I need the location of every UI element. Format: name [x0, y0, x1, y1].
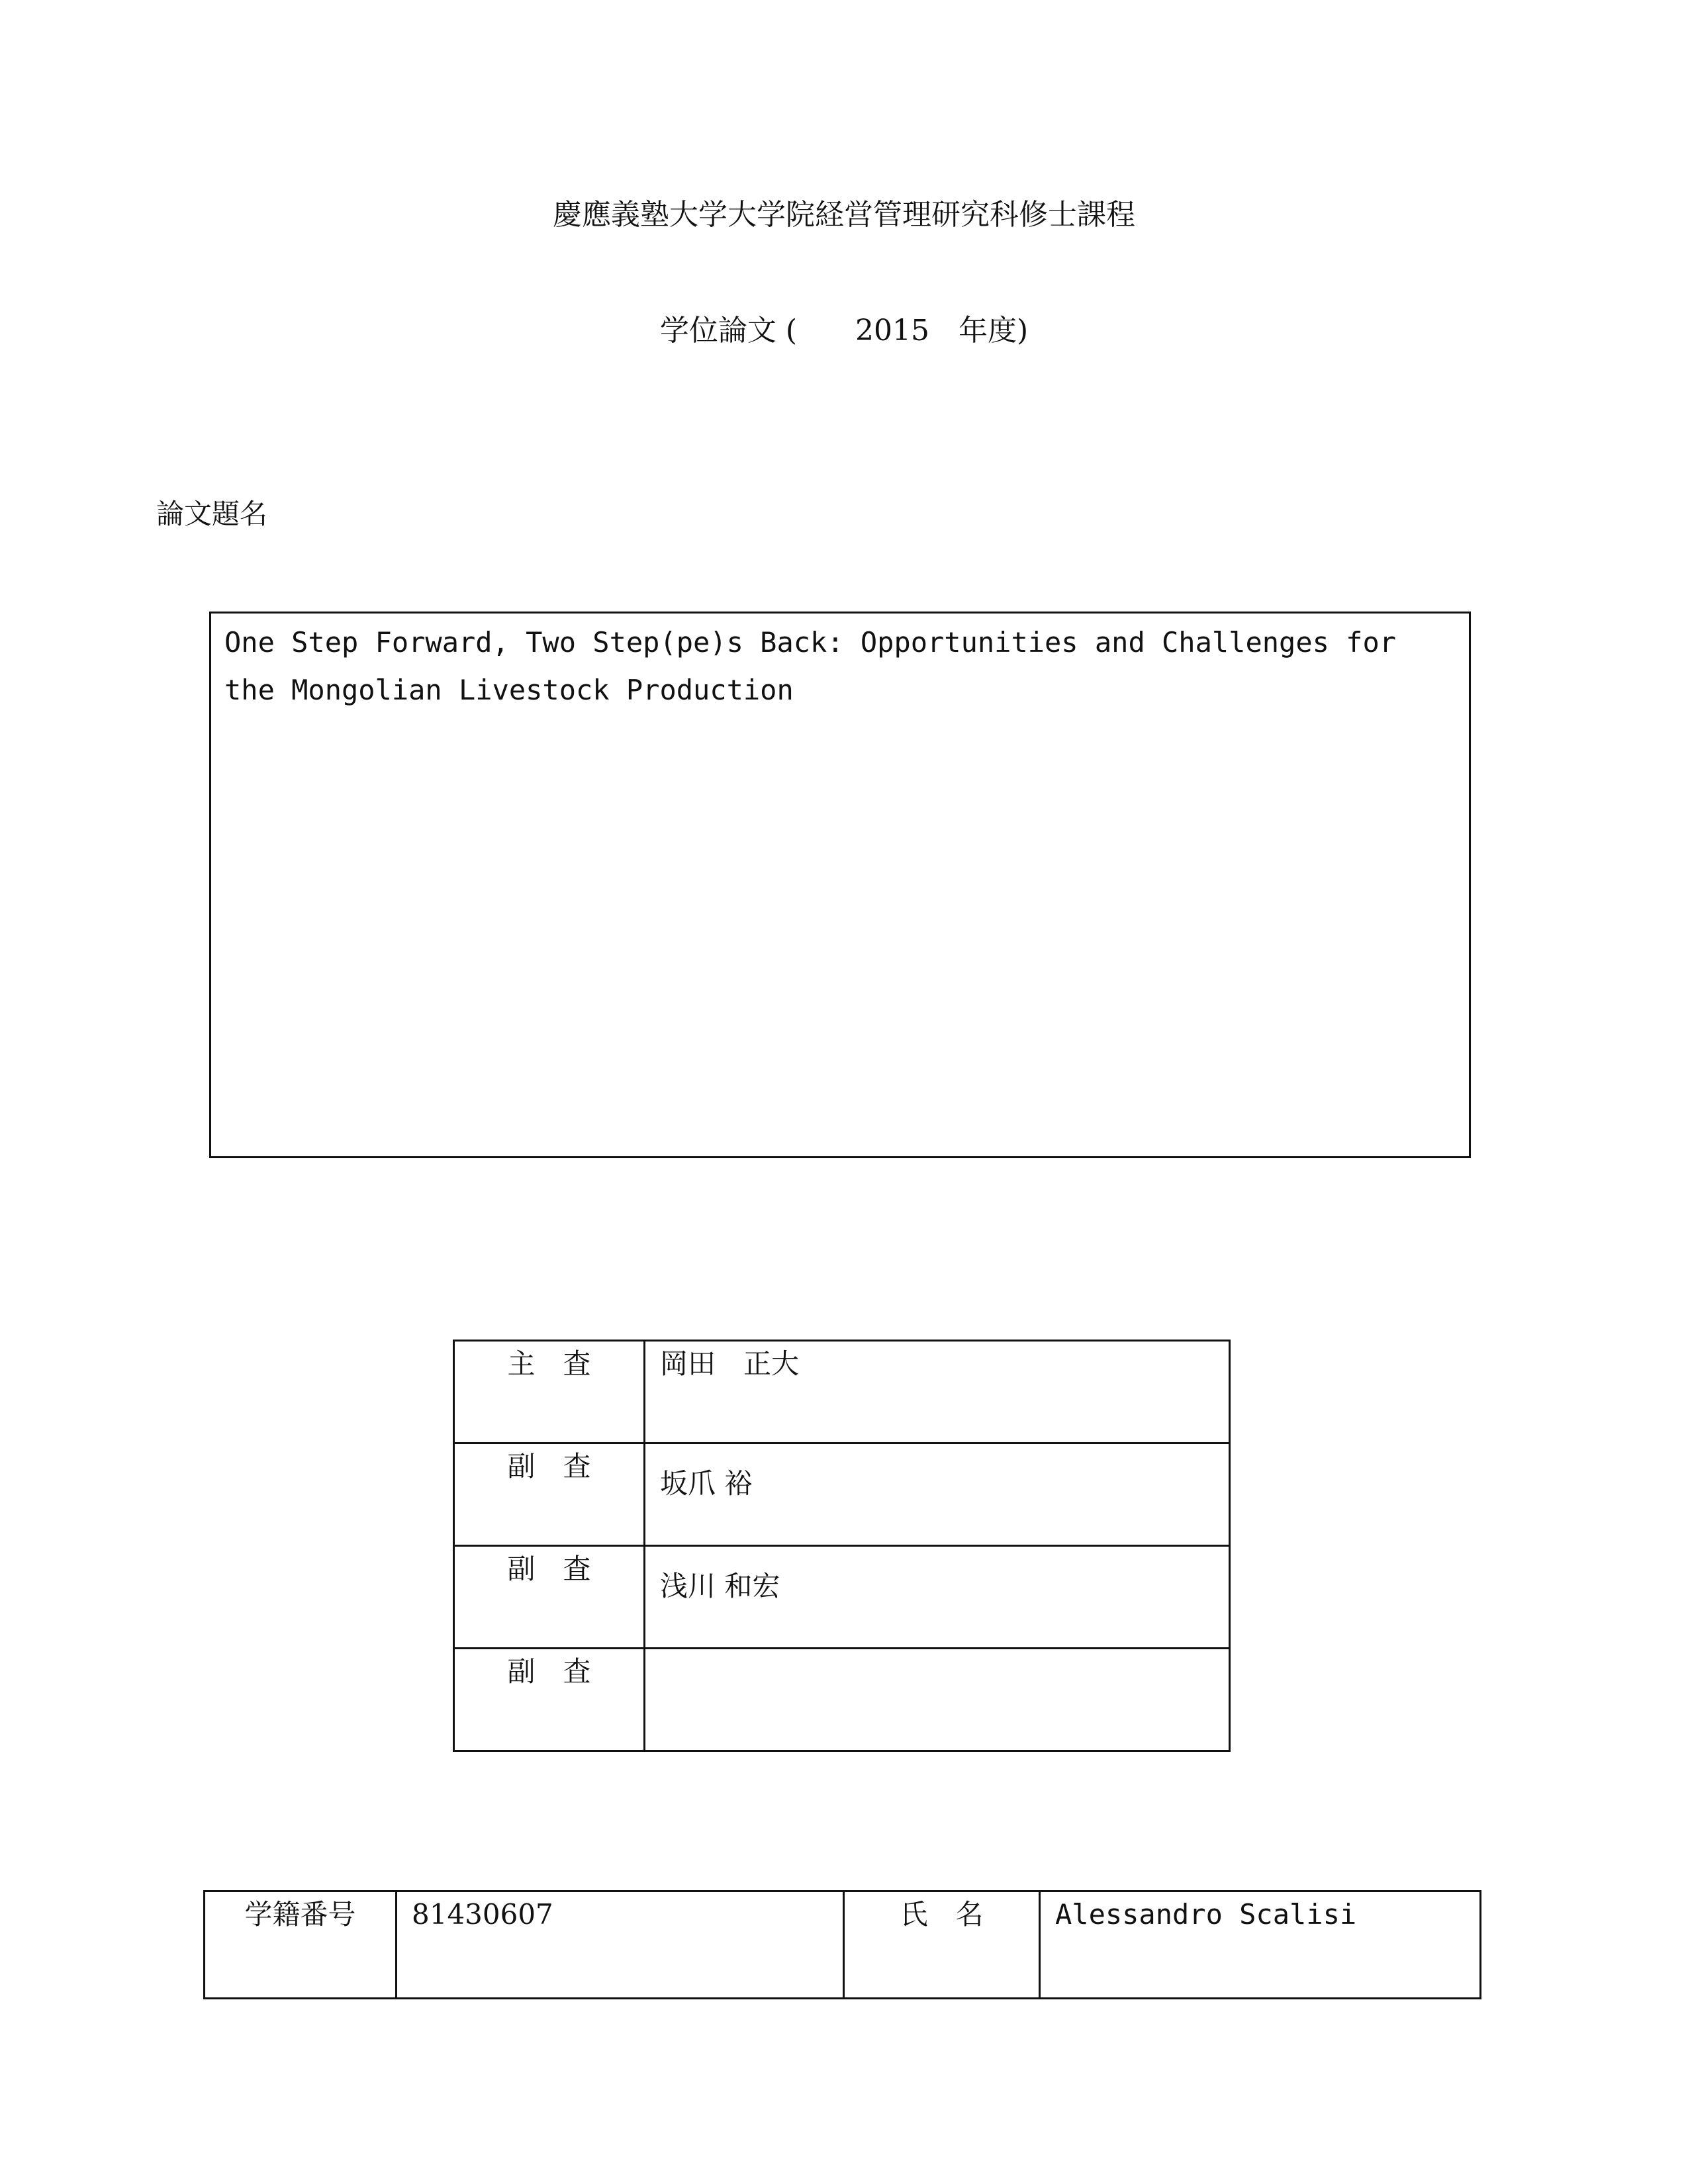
student-info-table	[203, 1890, 1481, 1999]
examiner-table	[453, 1340, 1231, 1752]
examiner-row	[454, 1341, 1230, 1443]
thesis-year-heading: 学位論文 ( 2015 年度)	[659, 314, 1029, 347]
thesis-title-text: One Step Forward, Two Step(pe)s Back: Opportunities and Challenges for the Mongolian Livestock Production	[224, 626, 1413, 706]
examiner-name: 坂爪 裕	[645, 1443, 1230, 1546]
examiner-row	[454, 1546, 1230, 1649]
student-id-value: 81430607	[397, 1891, 844, 1999]
examiner-name	[645, 1649, 1230, 1751]
examiner-role: 副 査	[454, 1546, 645, 1649]
examiner-role: 主 査	[454, 1341, 645, 1443]
examiner-name: 浅川 和宏	[645, 1546, 1230, 1649]
student-name-value: Alessandro Scalisi	[1040, 1891, 1481, 1999]
examiner-name: 岡田 正大	[645, 1341, 1230, 1443]
university-program-heading: 慶應義塾大学大学院経営管理研究科修士課程	[553, 198, 1135, 232]
student-id-label: 学籍番号	[205, 1891, 397, 1999]
thesis-title-label: 論文題名	[156, 498, 268, 530]
thesis-title-box	[209, 612, 1471, 1158]
examiner-role: 副 査	[454, 1443, 645, 1546]
student-info-row	[205, 1891, 1481, 1999]
student-name-label: 氏 名	[844, 1891, 1040, 1999]
examiner-row	[454, 1649, 1230, 1751]
examiner-role: 副 査	[454, 1649, 645, 1751]
examiner-row	[454, 1443, 1230, 1546]
